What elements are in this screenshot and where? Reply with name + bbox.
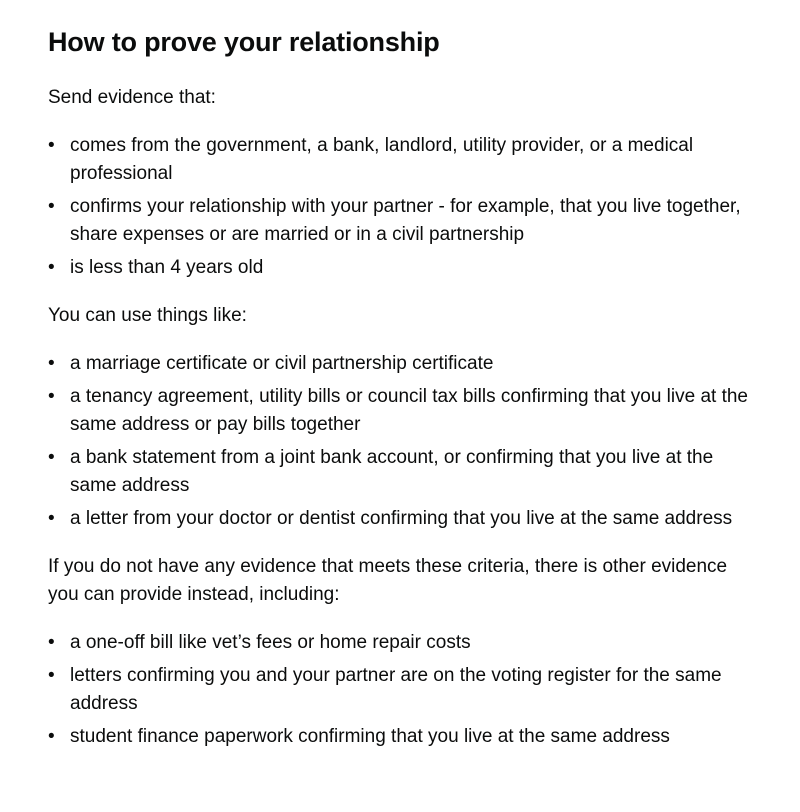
list-item bbox=[48, 629, 760, 657]
bullet-icon: • bbox=[48, 134, 55, 156]
list-item-text: is less than 4 years old bbox=[70, 256, 264, 278]
list-item bbox=[48, 132, 760, 188]
evidence-examples-list bbox=[48, 350, 760, 533]
list-item bbox=[48, 350, 760, 378]
list-item-text: a one-off bill like vet’s fees or home repair costs bbox=[70, 631, 471, 653]
bullet-icon: • bbox=[48, 446, 55, 468]
list-item bbox=[48, 444, 760, 500]
list-item-text: student finance paperwork confirming that you live at the same address bbox=[70, 725, 670, 747]
list-item-text: a tenancy agreement, utility bills or council tax bills confirming that you live at the same address or pay bills together bbox=[70, 385, 748, 435]
list-item bbox=[48, 662, 760, 718]
bullet-icon: • bbox=[48, 507, 55, 529]
page-title: How to prove your relationship bbox=[48, 27, 440, 57]
evidence-criteria-list bbox=[48, 132, 760, 282]
list-item bbox=[48, 505, 760, 533]
list-item bbox=[48, 254, 760, 282]
bullet-icon: • bbox=[48, 352, 55, 374]
bullet-icon: • bbox=[48, 256, 55, 278]
list-item-text: comes from the government, a bank, landlord, utility provider, or a medical professional bbox=[70, 134, 694, 184]
intro-other-evidence: If you do not have any evidence that meets these criteria, there is other evidence you can provide instead, including: bbox=[48, 555, 728, 605]
list-item bbox=[48, 193, 760, 249]
list-item-text: confirms your relationship with your partner - for example, that you live together, share expenses or are married or in a civil partnership bbox=[70, 195, 741, 245]
list-item bbox=[48, 723, 760, 751]
bullet-icon: • bbox=[48, 725, 55, 747]
alternative-evidence-list bbox=[48, 629, 760, 751]
bullet-icon: • bbox=[48, 631, 55, 653]
bullet-icon: • bbox=[48, 664, 55, 686]
intro-send-evidence: Send evidence that: bbox=[48, 86, 216, 108]
intro-things-like: You can use things like: bbox=[48, 304, 247, 326]
list-item-text: a marriage certificate or civil partnership certificate bbox=[70, 352, 494, 374]
bullet-icon: • bbox=[48, 195, 55, 217]
list-item bbox=[48, 383, 760, 439]
list-item-text: letters confirming you and your partner are on the voting register for the same address bbox=[70, 664, 722, 714]
bullet-icon: • bbox=[48, 385, 55, 407]
list-item-text: a letter from your doctor or dentist confirming that you live at the same address bbox=[70, 507, 733, 529]
list-item-text: a bank statement from a joint bank account, or confirming that you live at the same address bbox=[70, 446, 714, 496]
